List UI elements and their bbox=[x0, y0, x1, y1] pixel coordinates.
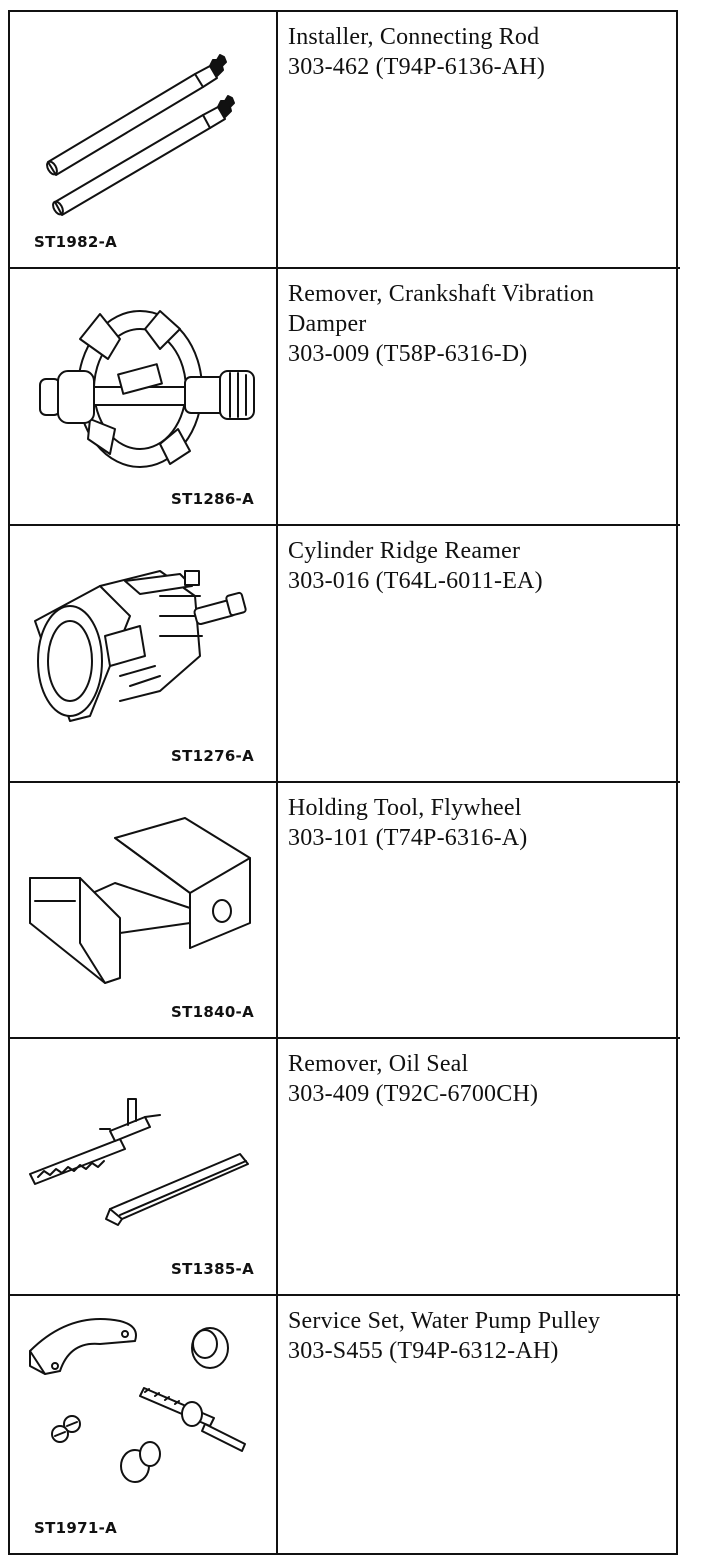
figure-id: ST1982-A bbox=[34, 232, 118, 251]
connecting-rod-installer-illustration bbox=[10, 12, 276, 232]
tool-name: Cylinder Ridge Reamer bbox=[288, 537, 521, 564]
tool-illustration-cell bbox=[10, 526, 278, 783]
tool-description-cell bbox=[278, 1296, 680, 1553]
figure-id: ST1276-A bbox=[170, 746, 254, 765]
tool-description-cell bbox=[278, 783, 680, 1040]
tool-number: 303-016 (T64L-6011-EA) bbox=[288, 567, 543, 594]
tool-number: 303-409 (T92C-6700CH) bbox=[288, 1081, 539, 1108]
tool-description-cell bbox=[278, 12, 680, 269]
tool-illustration-cell bbox=[10, 1039, 278, 1296]
tool-illustration-cell bbox=[10, 783, 278, 1040]
tool-name: Remover, Crankshaft Vibration Damper bbox=[288, 280, 595, 337]
figure-id: ST1971-A bbox=[34, 1519, 118, 1537]
tool-illustration-cell bbox=[10, 12, 278, 269]
figure-id: ST1286-A bbox=[170, 489, 254, 508]
figure-id: ST1840-A bbox=[170, 1003, 254, 1022]
special-tools-table bbox=[8, 10, 678, 1555]
tool-number: 303-009 (T58P-6316-D) bbox=[288, 340, 528, 367]
vibration-damper-remover-illustration bbox=[10, 269, 276, 489]
tool-number: 303-S455 (T94P-6312-AH) bbox=[288, 1338, 559, 1365]
tool-name: Service Set, Water Pump Pulley bbox=[288, 1308, 601, 1335]
water-pump-pulley-service-set-illustration bbox=[10, 1296, 276, 1516]
tool-description-cell bbox=[278, 269, 680, 526]
tool-name: Holding Tool, Flywheel bbox=[288, 794, 522, 821]
tool-description-cell bbox=[278, 1039, 680, 1296]
flywheel-holding-tool-illustration bbox=[10, 783, 276, 1003]
tool-name: Installer, Connecting Rod bbox=[288, 24, 540, 50]
tool-number: 303-462 (T94P-6136-AH) bbox=[288, 54, 546, 80]
tool-description-cell bbox=[278, 526, 680, 783]
tool-illustration-cell bbox=[10, 1296, 278, 1553]
figure-id: ST1385-A bbox=[170, 1260, 254, 1279]
tool-name: Remover, Oil Seal bbox=[288, 1051, 469, 1078]
cylinder-ridge-reamer-illustration bbox=[10, 526, 276, 746]
tool-illustration-cell bbox=[10, 269, 278, 526]
oil-seal-remover-illustration bbox=[10, 1039, 276, 1259]
tool-number: 303-101 (T74P-6316-A) bbox=[288, 824, 528, 851]
